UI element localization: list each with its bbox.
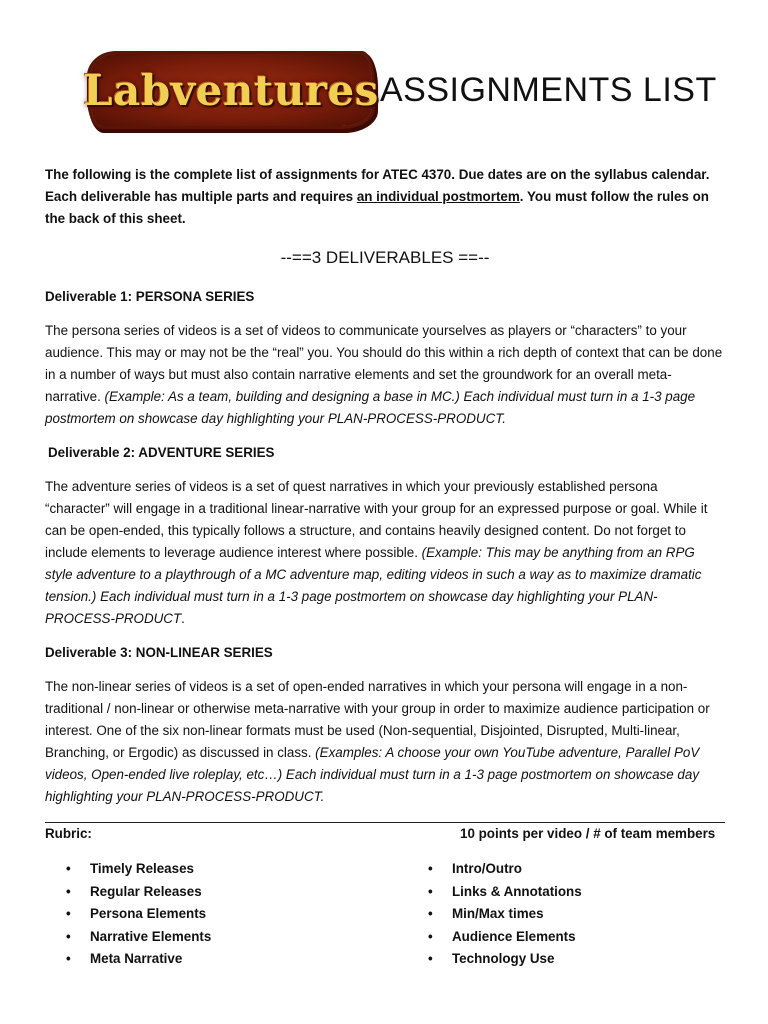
list-item [428, 858, 582, 881]
page-title: ASSIGNMENTS LIST [380, 70, 717, 109]
list-item-label: Timely Releases [90, 861, 194, 876]
bullet: • [428, 906, 433, 922]
list-item [66, 903, 211, 926]
bullet: • [428, 951, 433, 967]
intro-text-1: The following is the complete list of assignments for ATEC 4370. Due dates are on the syllabus calendar. Each deliverable has multiple parts and requires [45, 167, 710, 204]
deliverable-1-italic: (Example: As a team, building and designing a base in MC.) Each individual must turn in a 1-3 page postmortem on showcase day highlighting your PLAN-PROCESS-PRODUCT. [45, 389, 696, 426]
deliverable-2-italic: (Example: This may be anything from an RPG style adventure to a playthrough of a MC adventure map, editing videos in such a way as to maximize dramatic tension.) Each individual must turn in a 1-3 page postmortem on showcase day highlighting your PLAN-PROCESS-PRODUCT [45, 545, 702, 626]
bullet: • [66, 928, 71, 944]
section-heading: --==3 DELIVERABLES ==-- [280, 248, 490, 267]
page-header [83, 50, 717, 130]
list-item-label: Min/Max times [452, 906, 544, 922]
rubric-points: 10 points per video / # of team members [460, 826, 716, 841]
deliverable-2-heading: Deliverable 2: ADVENTURE SERIES [48, 445, 275, 460]
list-item-label: Persona Elements [90, 906, 207, 922]
logo-text: Labventures [83, 65, 379, 115]
list-item [66, 858, 211, 881]
deliverable-3-description [45, 676, 725, 808]
rubric-label: Rubric: [45, 826, 92, 841]
list-item [66, 948, 211, 971]
deliverable-2-description [45, 476, 725, 630]
labventures-logo [83, 54, 379, 126]
list-item [66, 926, 211, 949]
list-item-label: Technology Use [452, 951, 555, 967]
deliverable-3-text: The non-linear series of videos is a set of open-ended narratives in which your persona will engage in a non-traditional / non-linear or otherwise meta-narrative with your group in order to maximize audience participation or interest. One of the six non-linear formats must be used (Non-sequential, Disjointed, Disrupted, Multi-linear, Branching, or Ergodic) as discussed in class. [45, 679, 710, 760]
deliverable-3-italic: (Examples: A choose your own YouTube adventure, Parallel PoV videos, Open-ended live roleplay, etc…) Each individual must turn in a 1-3 page postmortem on showcase day highlighting your PLAN-PROCESS-PRODUCT. [45, 745, 700, 804]
deliverable-1-description [45, 320, 725, 430]
bullet: • [66, 861, 71, 876]
list-item [428, 903, 582, 926]
list-item-label: Intro/Outro [452, 861, 522, 876]
deliverable-1-text: The persona series of videos is a set of videos to communicate yourselves as players or “characters” to your audience. This may or may not be the “real” you. You should do this within a rich depth of context that can be done in a number of ways but must also contain narrative elements and set the groundwork for an overall meta-narrative. [45, 323, 723, 404]
list-item-label: Regular Releases [90, 883, 202, 899]
deliverable-2-after: . [181, 611, 185, 626]
deliverable-2-text: The adventure series of videos is a set of quest narratives in which your previously established persona “character” will engage in a traditional linear-narrative with your group for an expressed purpose or goal. While it can be open-ended, this typically follows a structure, and contains heavily designed content. Do not forget to include elements to leverage audience interest where possible. [45, 479, 708, 560]
list-item [428, 948, 582, 971]
rubric-list-left [66, 858, 211, 971]
list-item-label: Links & Annotations [452, 883, 582, 899]
list-item [66, 881, 211, 904]
list-item [428, 926, 582, 949]
bullet: • [428, 883, 433, 899]
intro-text-2: . You must follow the rules on the back of this sheet. [45, 189, 709, 226]
bullet: • [66, 951, 71, 967]
list-item-label: Meta Narrative [90, 951, 183, 967]
list-item [428, 881, 582, 904]
bullet: • [428, 861, 433, 876]
deliverable-3-heading: Deliverable 3: NON-LINEAR SERIES [45, 645, 273, 660]
intro-underlined-text: an individual postmortem [356, 189, 520, 204]
list-item-label: Audience Elements [452, 928, 576, 944]
bullet: • [66, 906, 71, 922]
list-item-label: Narrative Elements [90, 928, 212, 944]
rubric-list-right [428, 858, 582, 971]
deliverable-1-heading: Deliverable 1: PERSONA SERIES [45, 289, 255, 304]
bullet: • [66, 883, 71, 899]
bullet: • [428, 928, 433, 944]
intro-paragraph [45, 164, 725, 230]
